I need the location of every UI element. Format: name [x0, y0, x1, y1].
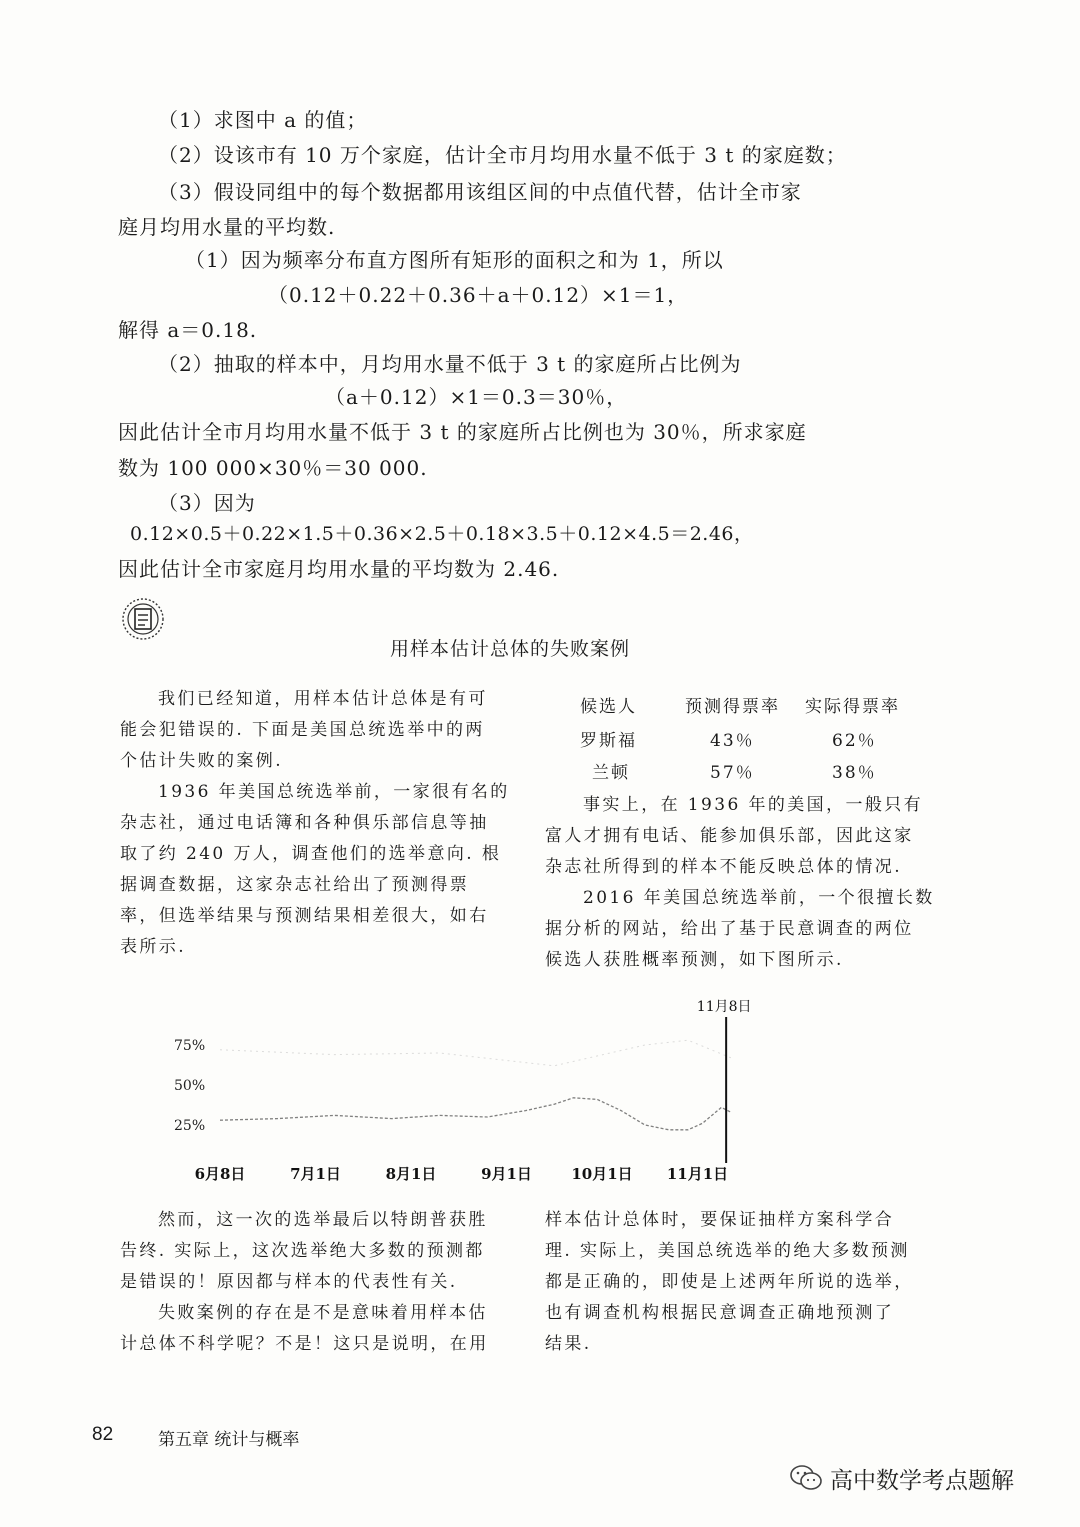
x-tick-label: 11月1日 [666, 1165, 729, 1183]
solution-3-formula: 0.12×0.5＋0.22×1.5＋0.36×2.5＋0.18×3.5＋0.12×4.5＝2.46， [130, 523, 754, 545]
watermark-text: 高中数学考点题解 [830, 1468, 1014, 1494]
bottom-right-line: 样本估计总体时，要保证抽样方案科学合 [545, 1210, 895, 1230]
question-3-line1: （3）假设同组中的每个数据都用该组区间的中点值代替，估计全市家 [158, 180, 802, 204]
lower-series-line [220, 1098, 731, 1130]
solution-1-result: 解得 a＝0.18. [118, 318, 258, 342]
reading-icon [120, 596, 166, 642]
table-cell: 43％ [710, 731, 755, 751]
table-cell: 罗斯福 [580, 731, 637, 751]
right-line: 事实上，在 1936 年的美国，一般只有 [583, 795, 924, 815]
left-line: 杂志社，通过电话簿和各种俱乐部信息等抽 [120, 813, 489, 833]
bottom-left-column [120, 1205, 520, 1360]
wechat-icon [788, 1460, 824, 1496]
table-cell: 62％ [832, 731, 877, 751]
upper-series-line [220, 1040, 731, 1066]
solution-3-line1: （3）因为 [158, 491, 256, 515]
left-line: 个估计失败的案例. [120, 751, 284, 771]
bottom-right-line: 结果. [545, 1334, 592, 1354]
vote-table [560, 692, 930, 787]
bottom-left-line: 计总体不科学呢？不是！这只是说明，在用 [120, 1334, 489, 1354]
table-cell: 38％ [832, 763, 877, 783]
bottom-left-line: 失败案例的存在是不是意味着用样本估 [158, 1303, 488, 1323]
right-line: 2016 年美国总统选举前，一个很擅长数 [583, 888, 935, 908]
table-header: 候选人 [580, 697, 637, 717]
right-line: 据分析的网站，给出了基于民意调查的两位 [545, 919, 914, 939]
right-line: 候选人获胜概率预测，如下图所示. [545, 950, 844, 970]
solution-2-formula: （a＋0.12）×1＝0.3＝30％， [325, 385, 628, 409]
y-tick-label: 50% [174, 1078, 206, 1094]
bottom-right-line: 也有调查机构根据民意调查正确地预测了 [545, 1303, 895, 1323]
bottom-left-line: 是错误的！原因都与样本的代表性有关. [120, 1272, 458, 1292]
chapter-title: 第五章 统计与概率 [158, 1430, 300, 1450]
question-3-line2: 庭月均用水量的平均数. [118, 215, 336, 239]
page-number: 82 [92, 1424, 114, 1445]
left-line: 1936 年美国总统选举前，一家很有名的 [158, 782, 510, 802]
solution-2-line3: 数为 100 000×30％＝30 000. [118, 456, 428, 480]
bottom-left-line: 告终. 实际上，这次选举绝大多数的预测都 [120, 1241, 485, 1261]
forecast-chart [160, 995, 920, 1185]
solution-2-line1: （2）抽取的样本中，月均用水量不低于 3 t 的家庭所占比例为 [158, 352, 742, 376]
x-tick-label: 8月1日 [385, 1165, 437, 1183]
right-column [545, 790, 945, 976]
left-line: 取了约 240 万人，调查他们的选举意向. 根 [120, 844, 502, 864]
x-tick-label: 9月1日 [481, 1165, 532, 1183]
marker-label: 11月8日 [696, 999, 752, 1015]
solution-3-line2: 因此估计全市家庭月均用水量的平均数为 2.46. [118, 557, 560, 581]
y-tick-label: 25% [174, 1118, 206, 1134]
left-line: 据调查数据，这家杂志社给出了预测得票 [120, 875, 470, 895]
left-line: 表所示. [120, 937, 187, 957]
bottom-right-column [545, 1205, 945, 1360]
bottom-right-line: 理. 实际上，美国总统选举的绝大多数预测 [545, 1241, 910, 1261]
right-line: 富人才拥有电话、能参加俱乐部，因此这家 [545, 826, 914, 846]
solution-2-line2: 因此估计全市月均用水量不低于 3 t 的家庭所占比例也为 30％，所求家庭 [118, 420, 807, 444]
left-line: 率，但选举结果与预测结果相差很大，如右 [120, 906, 489, 926]
x-tick-label: 10月1日 [571, 1165, 633, 1183]
left-line: 我们已经知道，用样本估计总体是有可 [158, 689, 488, 709]
right-line: 杂志社所得到的样本不能反映总体的情况. [545, 857, 903, 877]
left-column [120, 684, 520, 963]
solution-1-formula: （0.12＋0.22＋0.36＋a＋0.12）×1＝1， [268, 283, 689, 307]
table-cell: 57％ [710, 763, 755, 783]
table-cell: 兰顿 [592, 763, 630, 783]
table-header: 预测得票率 [685, 697, 780, 717]
bottom-left-line: 然而，这一次的选举最后以特朗普获胜 [158, 1210, 488, 1230]
solution-1-line1: （1）因为频率分布直方图所有矩形的面积之和为 1，所以 [185, 248, 724, 272]
chart-svg [160, 995, 920, 1185]
table-header: 实际得票率 [805, 697, 900, 717]
question-2: （2）设该市有 10 万个家庭，估计全市月均用水量不低于 3 t 的家庭数； [158, 143, 847, 167]
question-1: （1）求图中 a 的值； [158, 108, 368, 132]
x-tick-label: 7月1日 [290, 1165, 341, 1183]
y-tick-label: 75% [174, 1038, 206, 1054]
x-tick-label: 6月8日 [194, 1165, 246, 1183]
reading-title: 用样本估计总体的失败案例 [390, 638, 631, 660]
left-line: 能会犯错误的. 下面是美国总统选举中的两 [120, 720, 485, 740]
bottom-right-line: 都是正确的，即使是上述两年所说的选举， [545, 1272, 914, 1292]
